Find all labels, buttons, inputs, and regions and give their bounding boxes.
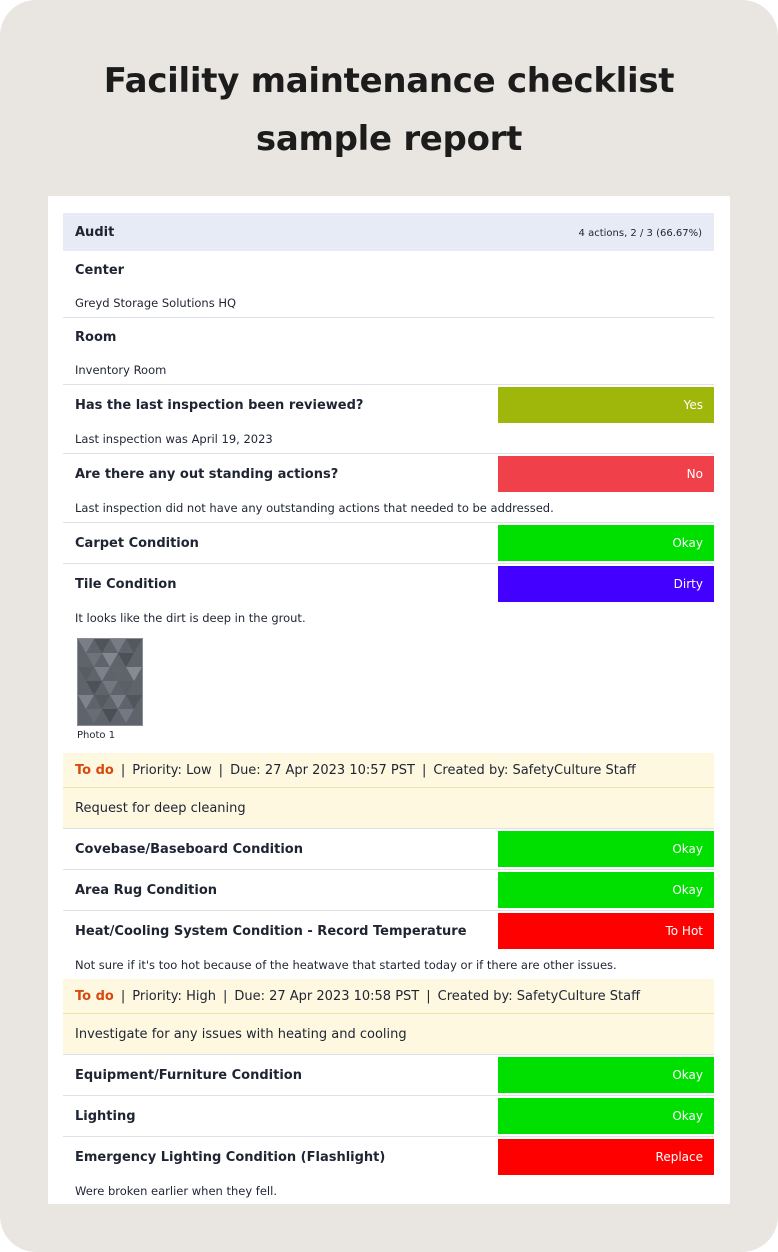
audit-report <box>63 213 714 1205</box>
response-badge: To Hot <box>498 913 714 949</box>
field-center <box>63 251 714 317</box>
response-badge: Okay <box>498 525 714 561</box>
meta-separator: | <box>218 762 224 778</box>
tile-photo-image <box>78 639 142 725</box>
response-badge: No <box>498 456 714 492</box>
meta-separator: | <box>421 762 427 778</box>
question-label: Carpet Condition <box>75 535 199 551</box>
response-badge: Okay <box>498 872 714 908</box>
item-outstanding <box>63 454 714 522</box>
item-lighting <box>63 1096 714 1136</box>
question-note: Not sure if it's too hot because of the heatwave that started today or if there are other issues. <box>75 958 617 972</box>
action-description: Investigate for any issues with heating and cooling <box>75 1026 407 1042</box>
question-label: Covebase/Baseboard Condition <box>75 841 303 857</box>
question-label: Tile Condition <box>75 576 177 592</box>
action-creator: Created by: SafetyCulture Staff <box>433 762 636 778</box>
question-label: Lighting <box>75 1108 136 1124</box>
photo-thumbnail[interactable] <box>77 638 143 726</box>
meta-separator: | <box>222 988 228 1004</box>
page-title <box>0 52 778 168</box>
item-covebase <box>63 829 714 869</box>
meta-separator: | <box>120 762 126 778</box>
action-description: Request for deep cleaning <box>75 800 246 816</box>
question-label: Are there any out standing actions? <box>75 466 339 482</box>
question-label: Equipment/Furniture Condition <box>75 1067 302 1083</box>
field-value: Inventory Room <box>75 363 167 377</box>
photo-caption: Photo 1 <box>77 730 116 741</box>
audit-score: 4 actions, 2 / 3 (66.67%) <box>578 228 702 239</box>
action-priority: Priority: High <box>132 988 216 1004</box>
item-equipment <box>63 1055 714 1095</box>
response-badge: Okay <box>498 1057 714 1093</box>
item-emergency-lighting <box>63 1137 714 1205</box>
question-label: Heat/Cooling System Condition - Record Temperature <box>75 923 467 939</box>
action-meta <box>63 979 714 1014</box>
field-value: Greyd Storage Solutions HQ <box>75 296 237 310</box>
audit-title: Audit <box>75 224 115 240</box>
item-carpet <box>63 523 714 563</box>
action-meta <box>63 753 714 788</box>
audit-header <box>63 213 714 251</box>
page-title-line-2: sample report <box>255 119 523 159</box>
item-area-rug <box>63 870 714 910</box>
action-creator: Created by: SafetyCulture Staff <box>437 988 641 1004</box>
question-label: Emergency Lighting Condition (Flashlight) <box>75 1149 386 1165</box>
report-sheet <box>48 196 730 1204</box>
action-card[interactable] <box>63 753 714 828</box>
response-badge: Dirty <box>498 566 714 602</box>
response-badge: Okay <box>498 831 714 867</box>
field-label: Center <box>75 262 125 278</box>
page-title-line-1: Facility maintenance checklist <box>103 61 675 101</box>
item-tile <box>63 564 714 753</box>
action-status: To do <box>75 988 114 1004</box>
response-badge: Replace <box>498 1139 714 1175</box>
action-due-date: Due: 27 Apr 2023 10:57 PST <box>230 762 415 778</box>
action-card[interactable] <box>63 979 714 1054</box>
question-note: Last inspection was April 19, 2023 <box>75 432 273 446</box>
action-status: To do <box>75 762 114 778</box>
photo-attachment <box>63 632 714 753</box>
field-label: Room <box>75 329 117 345</box>
response-badge: Okay <box>498 1098 714 1134</box>
question-label: Area Rug Condition <box>75 882 218 898</box>
item-heat-cooling <box>63 911 714 979</box>
meta-separator: | <box>120 988 126 1004</box>
question-note: Last inspection did not have any outstanding actions that needed to be addressed. <box>75 501 554 515</box>
question-note: It looks like the dirt is deep in the grout. <box>75 611 306 625</box>
meta-separator: | <box>426 988 431 1004</box>
action-priority: Priority: Low <box>132 762 212 778</box>
response-badge: Yes <box>498 387 714 423</box>
question-note: Were broken earlier when they fell. <box>75 1184 277 1198</box>
item-reviewed <box>63 385 714 453</box>
action-due-date: Due: 27 Apr 2023 10:58 PST <box>234 988 420 1004</box>
question-label: Has the last inspection been reviewed? <box>75 397 364 413</box>
field-room <box>63 318 714 384</box>
